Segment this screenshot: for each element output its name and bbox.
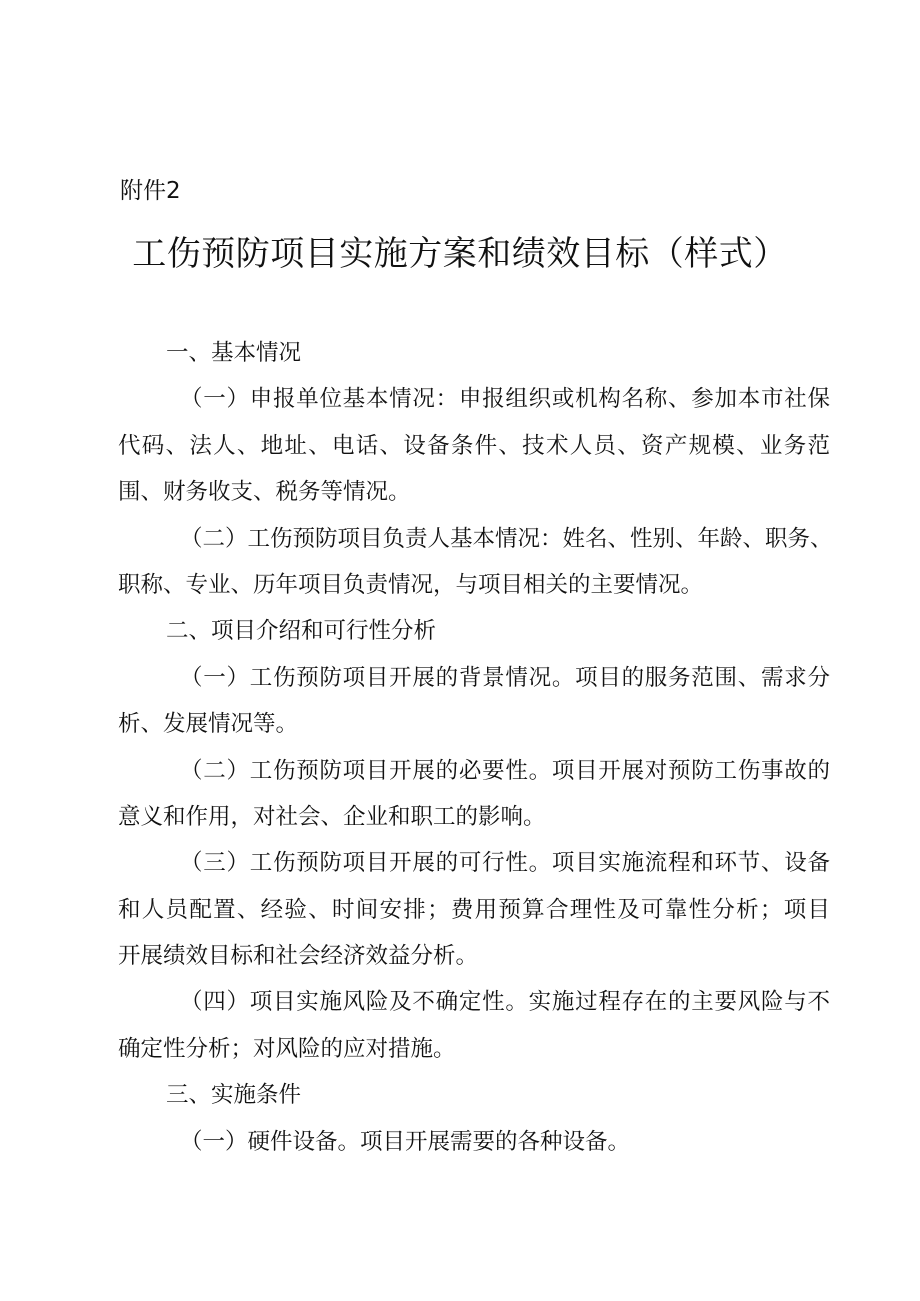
document-title: 工伤预防项目实施方案和绩效目标（样式）	[132, 234, 788, 274]
section-heading: 三、实施条件	[166, 1082, 302, 1109]
paragraph-line: （一）工伤预防项目开展的背景情况。项目的服务范围、需求分	[180, 664, 830, 691]
paragraph-line: 确定性分析；对风险的应对措施。	[118, 1035, 456, 1062]
paragraph-line: （一）申报单位基本情况：申报组织或机构名称、参加本市社保	[180, 386, 830, 413]
paragraph-line: 和人员配置、经验、时间安排；费用预算合理性及可靠性分析；项目	[118, 896, 830, 923]
paragraph-line: 围、财务收支、税务等情况。	[118, 479, 411, 506]
paragraph-line: （四）项目实施风险及不确定性。实施过程存在的主要风险与不	[180, 989, 830, 1016]
paragraph-line: 代码、法人、地址、电话、设备条件、技术人员、资产规模、业务范	[118, 432, 830, 459]
paragraph-line: 意义和作用，对社会、企业和职工的影响。	[118, 803, 546, 830]
section-heading: 二、项目介绍和可行性分析	[166, 618, 437, 645]
paragraph-line: （三）工伤预防项目开展的可行性。项目实施流程和环节、设备	[180, 850, 830, 877]
paragraph-line: （二）工伤预防项目开展的必要性。项目开展对预防工伤事故的	[180, 757, 830, 784]
paragraph-line: （一）硬件设备。项目开展需要的各种设备。	[180, 1128, 631, 1155]
paragraph-line: 开展绩效目标和社会经济效益分析。	[118, 943, 479, 970]
section-heading: 一、基本情况	[166, 340, 302, 366]
paragraph-line: 职称、专业、历年项目负责情况，与项目相关的主要情况。	[118, 571, 704, 598]
attachment-label: 附件2	[120, 178, 181, 204]
paragraph-line: （二）工伤预防项目负责人基本情况：姓名、性别、年龄、职务、	[180, 525, 833, 552]
paragraph-line: 析、发展情况等。	[118, 711, 299, 738]
document-body	[118, 330, 833, 1165]
